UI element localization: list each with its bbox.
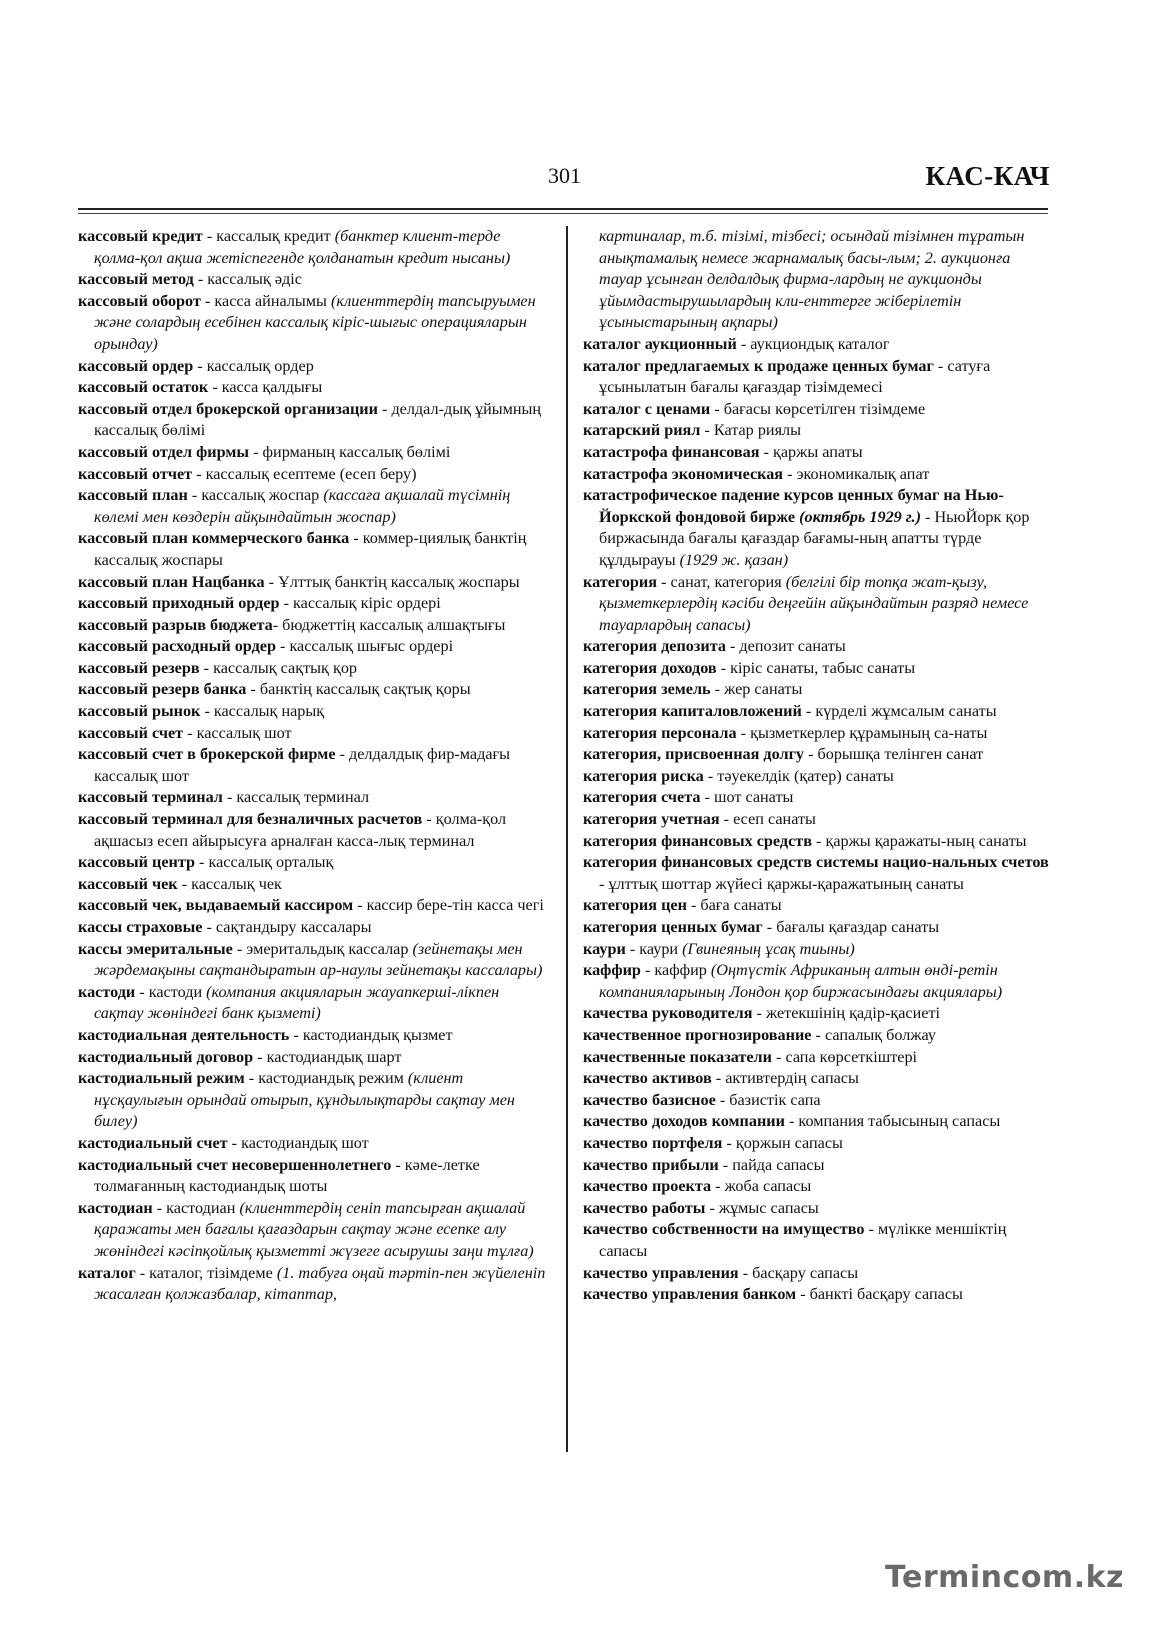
entry-term: кассовый резерв (78, 658, 200, 677)
entry-term: кастодиан (78, 1198, 153, 1217)
entry-definition: бағалы қағаздар санаты (776, 918, 940, 936)
dictionary-entry: категория - санат, категория (белгілі бір топқа жат-қызу, қызметкерлердің кәсіби деңгейін айқындайтын разряд немесе тауарлардың сапасы) (583, 572, 1029, 634)
entry-definition: есеп санаты (733, 810, 816, 829)
dictionary-entry: качество прибыли - пайда сапасы (583, 1155, 825, 1174)
entry-term: катарский риял (583, 421, 701, 440)
dictionary-entry: качество проекта - жоба сапасы (583, 1177, 812, 1196)
entry-term: кассовый счет в брокерской фирме (78, 745, 336, 764)
right-column (583, 226, 1053, 1306)
entry-term: кастодиальный счет (78, 1133, 228, 1152)
entry-term: каури (583, 939, 626, 958)
dictionary-entry: качество активов - активтердің сапасы (583, 1069, 859, 1088)
entry-definition: кассалық есептеме (есеп беру) (205, 464, 417, 483)
dictionary-entry: катастрофа финансовая - қаржы апаты (583, 442, 863, 461)
entry-note: (Гвинеяның ұсақ тиыны) (682, 939, 855, 958)
dictionary-entry: кассовый центр - кассалық орталық (78, 853, 334, 872)
entry-term: кассовый терминал (78, 788, 223, 807)
entry-term: категория риска (583, 766, 704, 785)
entry-term: кастодиальный договор (78, 1047, 254, 1066)
dictionary-entry: качество доходов компании - компания табысының сапасы (583, 1112, 1001, 1131)
dictionary-entry: категория персонала - қызметкерлер құрамының са-наты (583, 723, 988, 742)
entry-term: каффир (583, 961, 641, 980)
entry-term: кассовый метод (78, 270, 194, 289)
entry-definition: эмеритальдық кассалар (246, 939, 409, 958)
entry-definition: тәуекелдік (қатер) санаты (717, 766, 894, 785)
entry-term: кассовый план Нацбанка (78, 572, 265, 591)
dictionary-entry: кассовый расходный ордер - кассалық шығыс ордері (78, 637, 454, 656)
dictionary-entry: категория депозита - депозит санаты (583, 637, 846, 656)
header-rule-thin (78, 213, 1048, 214)
dictionary-entry: категория цен - баға санаты (583, 896, 782, 915)
dictionary-entry: кассовый резерв банка - банктің кассалық сақтық қоры (78, 680, 471, 699)
entry-definition: кассалық чек (191, 874, 282, 893)
dictionary-entry: категория капиталовложений - күрделі жұмсалым санаты (583, 702, 997, 721)
entry-term: качественное прогнозирование (583, 1025, 812, 1044)
dictionary-entry: кассовый остаток - касса қалдығы (78, 378, 323, 397)
entry-definition: базистік сапа (729, 1090, 821, 1109)
entry-definition: кастоди (148, 982, 203, 1001)
entry-definition: кассалық жоспар (201, 486, 320, 505)
watermark-logo: Termincom.kz (885, 1560, 1124, 1595)
entry-definition: каффир (654, 961, 707, 980)
entry-term: кассовый чек, выдаваемый кассиром (78, 896, 354, 915)
entry-term: кассы страховые (78, 918, 203, 936)
entry-term: категория, присвоенная долгу (583, 745, 805, 764)
entry-definition: банкті басқару сапасы (809, 1285, 963, 1304)
left-column (78, 226, 546, 1306)
entry-term: категория капиталовложений (583, 702, 802, 721)
dictionary-entry: качество управления - басқару сапасы (583, 1263, 859, 1282)
entry-definition: кассалық нарық (213, 702, 325, 721)
entry-definition: пайда сапасы (732, 1155, 825, 1174)
dictionary-entry: кассовый рынок - кассалық нарық (78, 702, 325, 721)
entry-note: (1. табуға оңай тәртіп-пен жүйеленіп жасалған қолжазбалар, кітаптар, (94, 1263, 546, 1304)
entry-definition: коммер-циялық банктің кассалық жоспары (94, 529, 527, 569)
dictionary-entry: кастодиальный договор - кастодиандық шарт (78, 1047, 402, 1066)
dictionary-entry: каталог предлагаемых к продаже ценных бумаг - сатуға ұсынылатын бағалы қағаздар тізімдемесі (583, 356, 991, 397)
entry-definition: жұмыс сапасы (718, 1198, 819, 1217)
dictionary-entry: категория учетная - есеп санаты (583, 810, 816, 829)
entry-term: кастодиальный режим (78, 1069, 245, 1088)
dictionary-entry: кассовый приходный ордер - кассалық кіріс ордері (78, 594, 441, 613)
entry-definition: сапалық болжау (824, 1025, 937, 1044)
entry-term: категория финансовых средств системы нацио-нальных счетов (583, 853, 1049, 872)
entry-term: кассовый центр (78, 853, 195, 872)
dictionary-entry: каталог с ценами - бағасы көрсетілген тізімдеме (583, 399, 926, 418)
entry-term: категория счета (583, 788, 701, 807)
entry-note: (клиенттердің сеніп тапсырған ақшалай қаражаты мен бағалы қағаздарын сақтау және есепке алу жөніндегі кәсіпқойлық қызметті жүзеге асырушы заңи тұлға) (94, 1198, 534, 1260)
entry-definition: аукциондық каталог (750, 334, 890, 353)
dictionary-entry: кастодиальная деятельность - кастодиандық қызмет (78, 1025, 453, 1044)
dictionary-entry: категория земель - жер санаты (583, 680, 803, 699)
dictionary-entry: кассовый план коммерческого банка - коммер-циялық банктің кассалық жоспары (78, 529, 527, 569)
entry-term: кассовый приходный ордер (78, 594, 280, 613)
entry-term: каталог (78, 1263, 136, 1282)
dictionary-entry: категория риска - тәуекелдік (қатер) санаты (583, 766, 894, 785)
entry-definition: касса айналымы (214, 291, 327, 310)
dictionary-entry: кассы эмеритальные - эмеритальдық кассалар (зейнетақы мен жәрдемақыны сақтандыратын ар-наулы зейнетақы кассалары) (78, 939, 543, 980)
dictionary-entry: кастодиальный счет несовершеннолетнего - кәме-летке толмағанның кастодиандық шоты (78, 1155, 480, 1196)
entry-note: (компания акцияларын жауапкерші-лікпен сақтау жөніндегі банк қызметі) (94, 982, 500, 1023)
entry-definition: НьюЙорк қор биржасында бағалы қағаздар бағамы-ның апатты түрде құлдырауы (599, 507, 1030, 569)
entry-term: кастодиальная деятельность (78, 1025, 290, 1044)
dictionary-entry: катастрофа экономическая - экономикалық апат (583, 464, 930, 483)
entry-term: категория ценных бумаг (583, 918, 763, 936)
entry-term: категория депозита (583, 637, 726, 656)
dictionary-entry: кассовый отдел брокерской организации - делдал-дық ұйымның кассалық бөлімі (78, 399, 542, 440)
entry-definition: каури (639, 939, 679, 958)
entry-term: качество прибыли (583, 1155, 719, 1174)
entry-term: кассовый кредит (78, 227, 203, 245)
entry-term: категория учетная (583, 810, 720, 829)
entry-definition: банктің кассалық сақтық қоры (259, 680, 471, 699)
entry-term: кассовый терминал для безналичных расчетов (78, 810, 423, 829)
entry-term: кассовый отчет (78, 464, 193, 483)
entry-definition: шот санаты (713, 788, 794, 807)
dictionary-entry (583, 226, 1053, 334)
entry-definition: кассалық орталық (208, 853, 334, 872)
entry-term: категория персонала (583, 723, 737, 742)
dictionary-entry: кассовый терминал - кассалық терминал (78, 788, 370, 807)
dictionary-entry: категория счета - шот санаты (583, 788, 794, 807)
running-head: КАС-КАЧ (925, 161, 1050, 191)
entry-term: категория финансовых средств (583, 831, 812, 850)
entry-note: (банктер клиент-терде қолма-қол ақша жетіспегенде қолданатын кредит нысаны) (94, 227, 511, 267)
entry-definition: кассалық шот (196, 723, 292, 742)
entry-term: кассовый счет (78, 723, 184, 742)
entry-term: кассовый план коммерческого банка (78, 529, 350, 548)
entry-term: каталог с ценами (583, 399, 711, 418)
entry-term: кастодиальный счет несовершеннолетнего (78, 1155, 392, 1174)
entry-definition: депозит санаты (739, 637, 846, 656)
entry-definition: касса қалдығы (221, 378, 323, 397)
entry-term: кастоди (78, 982, 136, 1001)
dictionary-entry: качество управления банком - банкті басқару сапасы (583, 1285, 963, 1304)
dictionary-entry: качество портфеля - қоржын сапасы (583, 1133, 843, 1152)
entry-definition: кастодиандық шот (241, 1133, 369, 1152)
entry-term: качество проекта (583, 1177, 712, 1196)
dictionary-entry: кассовый счет в брокерской фирме - делдалдық фир-мадағы кассалық шот (78, 745, 511, 785)
dictionary-entry: кассы страховые - сақтандыру кассалары (78, 918, 372, 936)
entry-term: категория земель (583, 680, 711, 699)
entry-term: качество активов (583, 1069, 712, 1088)
entry-definition: санат, категория (670, 572, 782, 591)
entry-definition: Катар риялы (713, 421, 801, 440)
entry-definition: кастодиан (166, 1198, 236, 1217)
entry-note: (1929 ж. қазан) (679, 550, 789, 569)
entry-definition: активтердің сапасы (725, 1069, 859, 1088)
entry-definition: мүлікке меншіктің сапасы (599, 1220, 1007, 1260)
dictionary-entry: кассовый разрыв бюджета- бюджеттің кассалық алшақтығы (78, 615, 506, 634)
dictionary-entry: качественные показатели - сапа көрсеткіштері (583, 1047, 918, 1066)
dictionary-entry: катастрофическое падение курсов ценных бумаг на Нью-Йоркской фондовой бирже (октябрь 1929 г.) - НьюЙорк қор биржасында бағалы қағаздар бағамы-ның апатты түрде құлдырауы (1929 ж. қазан) (583, 486, 1030, 569)
entry-definition: жетекшінің қадір-қасиеті (765, 1004, 941, 1023)
entry-definition: сақтандыру кассалары (215, 918, 372, 936)
entry-term: катастрофа финансовая (583, 442, 760, 461)
entry-definition: каталог, тізімдеме (149, 1263, 273, 1282)
entry-note: (клиенттердің тапсыруымен және солардың есебінен кассалық кіріс-шығыс операцияларын орындау) (94, 291, 536, 353)
entry-term: качество управления (583, 1263, 739, 1282)
entry-definition: басқару сапасы (752, 1263, 859, 1282)
dictionary-entry: категория ценных бумаг - бағалы қағаздар санаты (583, 918, 940, 936)
dictionary-entry: каури - каури (Гвинеяның ұсақ тиыны) (583, 939, 855, 958)
dictionary-entry: кассовый терминал для безналичных расчетов - қолма-қол ақшасыз есеп айырысуға арналған касса-лық терминал (78, 810, 507, 850)
dictionary-entry: кассовый чек, выдаваемый кассиром - кассир бере-тін касса чегі (78, 896, 544, 915)
entry-note: (зейнетақы мен жәрдемақыны сақтандыратын ар-наулы зейнетақы кассалары) (94, 939, 543, 980)
entry-note: (клиент нұсқаулығын орындай отырып, құндылықтарды сақтау мен билеу) (94, 1069, 515, 1131)
entry-term: кассовый рынок (78, 702, 201, 721)
entry-note: (кассаға ақшалай түсімнің көлемі мен көздерін айқындайтын жоспар) (94, 486, 511, 526)
entry-definition: кассалық терминал (236, 788, 370, 807)
entry-term: катастрофа экономическая (583, 464, 784, 483)
entry-definition: кассир бере-тін касса чегі (366, 896, 544, 915)
dictionary-entry: кассовый отдел фирмы - фирманың кассалық бөлімі (78, 442, 451, 461)
entry-definition: кәме-летке толмағанның кастодиандық шоты (94, 1155, 480, 1196)
page-number: 301 (548, 163, 581, 188)
entry-definition: кіріс санаты, табыс санаты (730, 658, 916, 677)
dictionary-entry: кассовый счет - кассалық шот (78, 723, 292, 742)
dictionary-entry: катарский риял - Катар риялы (583, 421, 801, 440)
entry-term: качественные показатели (583, 1047, 772, 1066)
entry-note: (белгілі бір топқа жат-қызу, қызметкерлердің кәсіби деңгейін айқындайтын разряд немесе тауарлардың сапасы) (599, 572, 1029, 634)
entry-definition: қаржы апаты (773, 442, 863, 461)
entry-definition: сатуға ұсынылатын бағалы қағаздар тізімдемесі (599, 356, 991, 397)
dictionary-entry: качество собственности на имущество - мүлікке меншіктің сапасы (583, 1220, 1007, 1260)
entry-definition: кассалық кіріс ордері (293, 594, 441, 613)
entry-term: кассовый остаток (78, 378, 209, 397)
entry-term: категория цен (583, 896, 687, 915)
dictionary-entry: категория финансовых средств системы нацио-нальных счетов - ұлттық шоттар жүйесі қаржы-қаражатының санаты (583, 853, 1049, 893)
entry-term: кассовый план (78, 486, 188, 505)
entry-note: картиналар, т.б. тізімі, тізбесі; осындай тізімнен тұратын анықтамалық немесе жарнамалық басы-лым; 2. аукционға тауар ұсынған делдалдық фирма-лардың не аукционды ұйымдастырушылардың кли-енттерге жіберілетін ұсыныстарының ақпары) (599, 227, 1025, 332)
entry-definition: кастодиандық режим (258, 1069, 404, 1088)
entry-definition: баға санаты (700, 896, 782, 915)
entry-definition: бағасы көрсетілген тізімдеме (723, 399, 926, 418)
dictionary-entry: кассовый план - кассалық жоспар (кассаға ақшалай түсімнің көлемі мен көздерін айқындайтын жоспар) (78, 486, 511, 526)
entry-definition: сапа көрсеткіштері (785, 1047, 918, 1066)
dictionary-entry: кассовый план Нацбанка - Ұлттық банктің кассалық жоспары (78, 572, 520, 591)
entry-definition: күрделі жұмсалым санаты (815, 702, 997, 721)
entry-definition: делдал-дық ұйымның кассалық бөлімі (94, 399, 542, 440)
entry-definition: кастодиандық қызмет (302, 1025, 453, 1044)
entry-definition: кассалық кредит (216, 227, 331, 245)
entry-definition: қызметкерлер құрамының са-наты (750, 723, 988, 742)
entry-term: качество работы (583, 1198, 706, 1217)
dictionary-entry: кастодиан - кастодиан (клиенттердің сеніп тапсырған ақшалай қаражаты мен бағалы қағаздарын сақтау және есепке алу жөніндегі кәсіпқойлық қызметті жүзеге асырушы заңи тұлға) (78, 1198, 534, 1260)
entry-term-note: (октябрь 1929 г.) (799, 507, 921, 526)
dictionary-entry: кассовый резерв - кассалық сақтық қор (78, 658, 358, 677)
dictionary-entry: каталог - каталог, тізімдеме (1. табуға оңай тәртіп-пен жүйеленіп жасалған қолжазбалар, кітаптар, (78, 1263, 546, 1304)
entry-definition: жер санаты (724, 680, 803, 699)
dictionary-entry: качество работы - жұмыс сапасы (583, 1198, 819, 1217)
entry-term: кассы эмеритальные (78, 939, 233, 958)
entry-definition: жоба сапасы (724, 1177, 812, 1196)
header-rule-thick (78, 208, 1048, 210)
dictionary-entry: каффир - каффир (Оңтүстік Африканың алтын өнді-ретін компанияларының Лондон қор биржасындағы акциялары) (583, 961, 1003, 1001)
entry-term: кассовый резерв банка (78, 680, 247, 699)
dictionary-entry: кассовый метод - кассалық әдіс (78, 270, 302, 289)
entry-definition: қаржы қаражаты-ның санаты (825, 831, 1027, 850)
dictionary-entry: кастодиальный счет - кастодиандық шот (78, 1133, 369, 1152)
dictionary-entry: кассовый оборот - касса айналымы (клиенттердің тапсыруымен және солардың есебінен кассалық кіріс-шығыс операцияларын орындау) (78, 291, 536, 353)
dictionary-entry: качественное прогнозирование - сапалық болжау (583, 1025, 937, 1044)
dictionary-entry: категория, присвоенная долгу - борышқа телінген санат (583, 745, 984, 764)
entry-definition: кассалық ордер (206, 356, 314, 375)
entry-term: качества руководителя (583, 1004, 753, 1023)
entry-definition: делдалдық фир-мадағы кассалық шот (94, 745, 511, 785)
entry-term: категория доходов (583, 658, 717, 677)
entry-term: катастрофическое падение курсов ценных бумаг на Нью-Йоркской фондовой бирже (583, 486, 1004, 526)
entry-term: кассовый расходный ордер (78, 637, 276, 656)
entry-term: кассовый ордер (78, 356, 194, 375)
dictionary-entry: кастоди - кастоди (компания акцияларын жауапкерші-лікпен сақтау жөніндегі банк қызметі) (78, 982, 500, 1023)
entry-note: (Оңтүстік Африканың алтын өнді-ретін компанияларының Лондон қор биржасындағы акциялары) (599, 961, 1003, 1001)
entry-term: качество собственности на имущество (583, 1220, 865, 1239)
dictionary-entry: категория финансовых средств - қаржы қаражаты-ның санаты (583, 831, 1027, 850)
entry-definition: қолма-қол ақшасыз есеп айырысуға арналған касса-лық терминал (94, 810, 507, 850)
entry-definition: борышқа телінген санат (817, 745, 984, 764)
entry-term: кассовый чек (78, 874, 178, 893)
entry-definition: кассалық шығыс ордері (289, 637, 454, 656)
entry-term: качество доходов компании (583, 1112, 785, 1131)
entry-term: качество портфеля (583, 1133, 723, 1152)
dictionary-entry: каталог аукционный - аукциондық каталог (583, 334, 890, 353)
entry-term: кассовый отдел фирмы (78, 442, 250, 461)
entry-definition: қоржын сапасы (735, 1133, 843, 1152)
entry-term: качество управления банком (583, 1285, 797, 1304)
dictionary-entry: качество базисное - базистік сапа (583, 1090, 821, 1109)
entry-term: кассовый отдел брокерской организации (78, 399, 378, 418)
dictionary-entry: категория доходов - кіріс санаты, табыс санаты (583, 658, 916, 677)
column-divider (566, 226, 568, 1452)
dictionary-entry: кассовый ордер - кассалық ордер (78, 356, 314, 375)
entry-definition: кассалық сақтық қор (213, 658, 358, 677)
entry-definition: бюджеттің кассалық алшақтығы (282, 615, 506, 634)
dictionary-entry: качества руководителя - жетекшінің қадір-қасиеті (583, 1004, 941, 1023)
entry-definition: экономикалық апат (796, 464, 930, 483)
entry-definition: компания табысының сапасы (798, 1112, 1001, 1131)
entry-definition: фирманың кассалық бөлімі (262, 442, 451, 461)
entry-term: категория (583, 572, 658, 591)
dictionary-entry: кассовый кредит - кассалық кредит (банктер клиент-терде қолма-қол ақша жетіспегенде қолданатын кредит нысаны) (78, 227, 511, 267)
dictionary-entry: кассовый чек - кассалық чек (78, 874, 282, 893)
entry-term: кассовый разрыв бюджета (78, 615, 273, 634)
entry-definition: ұлттық шоттар жүйесі қаржы-қаражатының санаты (608, 874, 964, 893)
entry-term: кассовый оборот (78, 291, 201, 310)
entry-definition: кастодиандық шарт (266, 1047, 402, 1066)
entry-term: качество базисное (583, 1090, 716, 1109)
dictionary-entry: кассовый отчет - кассалық есептеме (есеп беру) (78, 464, 417, 483)
entry-term: каталог предлагаемых к продаже ценных бумаг (583, 356, 934, 375)
dictionary-entry: кастодиальный режим - кастодиандық режим (клиент нұсқаулығын орындай отырып, құндылықтарды сақтау мен билеу) (78, 1069, 515, 1131)
entry-definition: кассалық әдіс (207, 270, 302, 289)
entry-definition: Ұлттық банктің кассалық жоспары (278, 572, 520, 591)
entry-term: каталог аукционный (583, 334, 737, 353)
